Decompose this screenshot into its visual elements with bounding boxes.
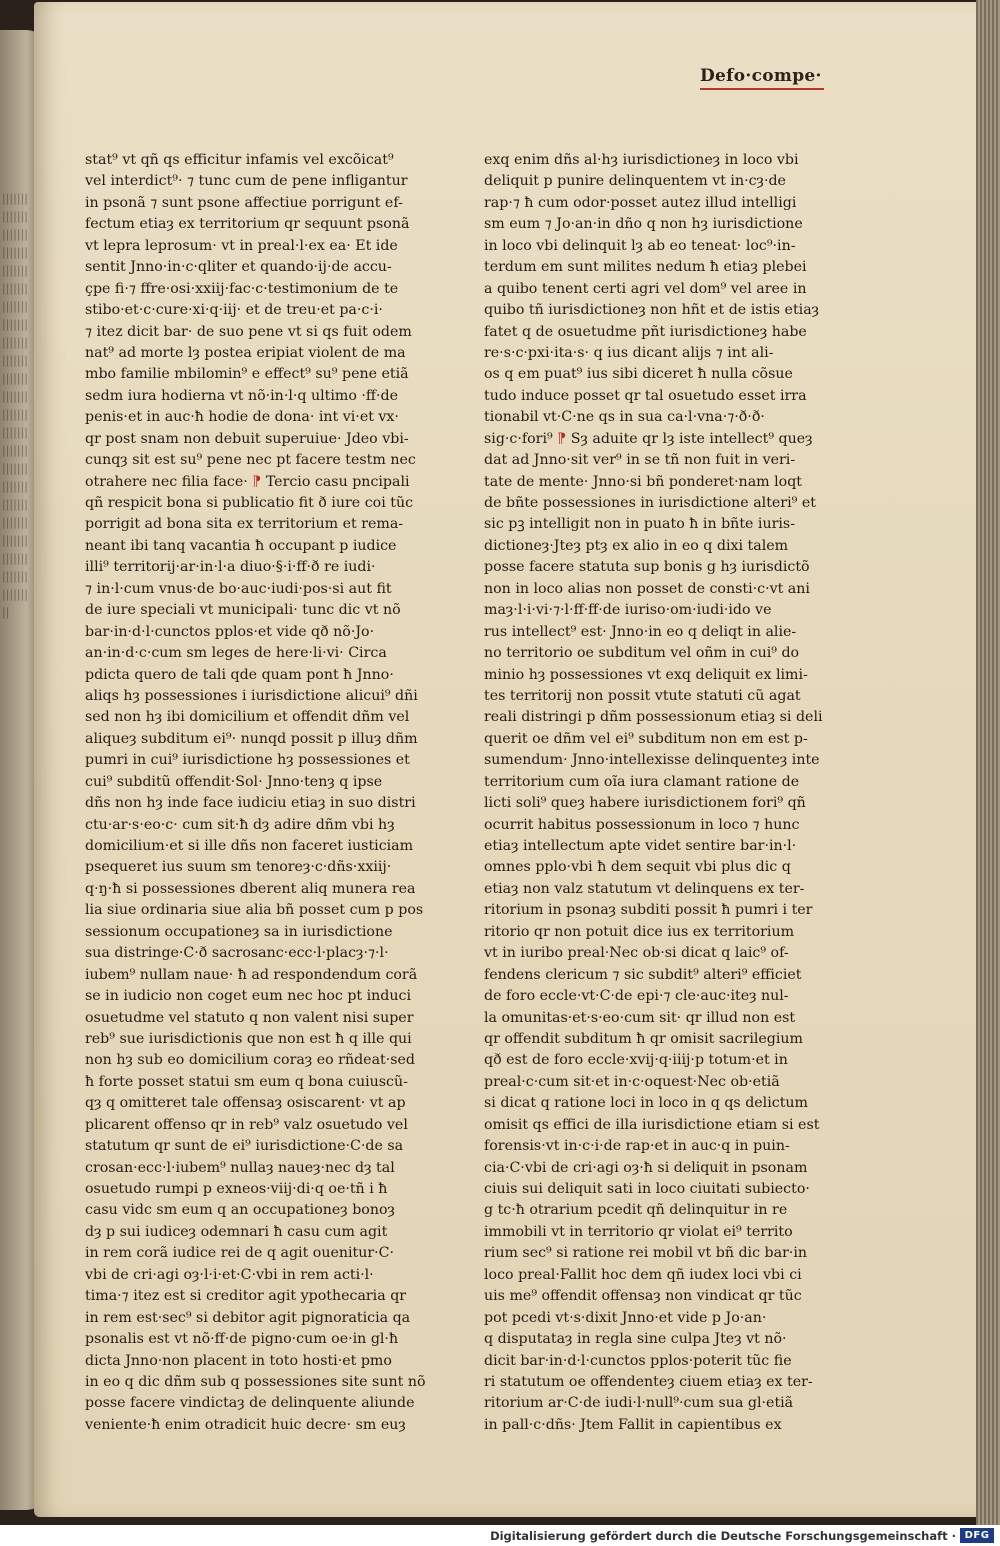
paragraph-mark: ⁋ <box>557 430 567 447</box>
right-column-line: sm eum ⁊ Jo·an·in dño q non hȝ iurisdictione <box>484 216 803 233</box>
left-column-line: in rem corã iudice rei de q agit ouenitur·C· <box>85 1245 395 1262</box>
right-column-line: forensis·vt in·c·i·de rap·et in auc·q in puin- <box>484 1138 790 1155</box>
right-column-line: maȝ·l·i·vi·⁊·l·ff·ff·de iuriso·om·iudi·ido ve <box>484 602 772 619</box>
left-column-line: cui⁹ subditũ offendit·Sol· Jnno·tenȝ q ipse <box>85 773 383 790</box>
right-column-line: tate de mente· Jnno·si bñ ponderet·nam loqt <box>484 473 802 490</box>
paragraph-mark: ⁋ <box>252 473 262 490</box>
right-column-line: os q em puat⁹ ius sibi diceret ħ nulla cõsue <box>484 366 793 383</box>
left-column-line: sed non hȝ ibi domicilium et offendit dñm vel <box>85 709 410 726</box>
left-column-line: tima·⁊ itez est si creditor agit ypothecaria qr <box>85 1288 407 1305</box>
left-column-line: in eo q dic dñm sub q possessiones site sunt nõ <box>85 1373 426 1390</box>
right-column-line: sig·c·fori⁹ ⁋ Sȝ aduite qr lȝ iste intellect⁹ queȝ <box>484 430 813 447</box>
left-column-line: veniente·ħ enim otradicit huic decre· sm euȝ <box>85 1416 406 1433</box>
left-column-line: neant ibi tanq vacantia ħ occupant p iudice <box>85 537 397 554</box>
left-column-line: stibo·et·c·cure·xi·q·iij· et de treu·et pa·c·i· <box>85 302 383 319</box>
funding-notice: Digitalisierung gefördert durch die Deutsche Forschungsgemeinschaft · <box>490 1529 956 1543</box>
right-column-line: preal·c·cum sit·et in·c·oquest·Nec ob·etiã <box>484 1073 780 1090</box>
right-column-line: cia·C·vbi de cri·agi oȝ·ħ si deliquit in psonam <box>484 1159 808 1176</box>
left-column-line: bar·in·d·l·cunctos pplos·et vide qð nõ·Jo· <box>85 623 375 640</box>
right-column-line: pot pcedi vt·s·dixit Jnno·et vide p Jo·an· <box>484 1309 767 1326</box>
right-column-line: ciuis sui deliquit sati in loco ciuitati subiecto· <box>484 1181 810 1197</box>
right-column-line: posse facere statuta sup bonis g hȝ iurisdictõ <box>484 559 810 576</box>
left-column-line: stat⁹ vt qñ qs efficitur infamis vel excõicat⁹ <box>85 152 394 168</box>
right-column-line: dicit bar·in·d·l·cunctos pplos·poterit tũc fie <box>484 1352 792 1369</box>
left-column-line: casu vidc sm eum q an occupationeȝ bonoȝ <box>85 1202 395 1219</box>
running-head <box>700 66 830 86</box>
left-column-line: fectum etiaȝ ex territorium qr sequunt psonã <box>85 216 410 233</box>
right-column-line: ri statutum oe offendenteȝ ciuem etiaȝ ex ter- <box>484 1373 813 1390</box>
right-column-line: qð est de foro eccle·xvij·q·iiij·p totum·et in <box>484 1052 788 1069</box>
left-column-line: psonalis est vt nõ·ff·de pigno·cum oe·in gl·ħ <box>85 1331 399 1348</box>
left-column-line: ҫpe fi·⁊ ffre·osi·xxiij·fac·c·testimonium de te <box>85 280 399 297</box>
right-column-line: ritorium ar·C·de iudi·l·null⁹·cum sua gl·etiã <box>484 1395 794 1412</box>
right-column-line: in loco vbi delinquit lȝ ab eo teneat· loc⁹·in- <box>484 237 796 254</box>
right-column-line: uis me⁹ offendit offensaȝ non vindicat qr tũc <box>484 1288 802 1305</box>
right-column-line: etiaȝ intellectum apte videt sentire bar·in·l· <box>484 838 797 854</box>
right-column-line: ritorium in psonaȝ subditi possit ħ pumri i ter <box>484 902 813 919</box>
left-column-line: reb⁹ sue iurisdictionis que non est ħ q ille qui <box>85 1030 412 1047</box>
left-column-line: q·ŋ·ħ si possessiones dberent aliq munera rea <box>85 880 416 897</box>
right-column-line: etiaȝ non valz statutum vt delinquens ex ter- <box>484 880 805 897</box>
right-column-line: in pall·c·dñs· Jtem Fallit in capientibus ex <box>484 1416 782 1433</box>
left-column-line: illi⁹ territorij·ar·in·l·a diuo·§·i·ff·ð re iudi· <box>85 559 376 576</box>
right-column-line: de bñte possessiones in iurisdictione alteri⁹ et <box>484 495 816 511</box>
left-column-line: ħ forte posset statui sm eum q bona cuiuscũ- <box>85 1073 408 1090</box>
left-column-line: sedm iura hodierna vt nõ·in·l·q ultimo ·ff·de <box>85 387 398 404</box>
left-column-line: an·in·d·c·cum sm leges de here·li·vi· Circa <box>85 645 387 662</box>
left-column-line: psequeret ius suum sm tenoreȝ·c·dñs·xxiij· <box>85 859 392 876</box>
left-column-line: osuetudme vel statuto q non valent nisi super <box>85 1009 414 1026</box>
left-column-line: sessionum occupationeȝ sa in iurisdictione <box>85 923 393 940</box>
left-column-line: qñ respicit bona si publicatio fit ð iure coi tũc <box>85 495 414 511</box>
right-column-line: minio hȝ possessiones vt exq deliquit ex limi- <box>484 666 808 683</box>
right-column-line: g tc·ħ otrarium pcedit qñ delinquitur in re <box>484 1202 788 1219</box>
left-column-line: nat⁹ ad morte lȝ postea eripiat violent de ma <box>85 344 406 361</box>
left-column-line: se in iudicio non coget eum nec hoc pt induci <box>85 988 411 1005</box>
left-column-line: lia siue ordinaria siue alia bñ posset cum p pos <box>85 902 424 919</box>
right-column-line: no territorio oe subditum vel oñm in cui⁹ do <box>484 645 800 662</box>
left-column-line: statutum qr sunt de ei⁹ iurisdictione·C·de sa <box>85 1138 404 1155</box>
left-column-line: plicarent offenso qr in reb⁹ valz osuetudo vel <box>85 1116 408 1133</box>
left-column-line: iubem⁹ nullam naue· ħ ad respondendum corã <box>85 966 418 983</box>
right-column-line: si dicat q ratione loci in loco in q qs delictum <box>484 1095 808 1112</box>
left-column-line: osuetudo rumpi p exneos·viij·di·q oe·tñ i ħ <box>85 1181 388 1197</box>
left-column-line: mbo familie mbilomin⁹ e effect⁹ su⁹ pene etiã <box>85 366 409 383</box>
right-column-line: dat ad Jnno·sit ver⁹ in se tñ non fuit in veri- <box>484 452 796 469</box>
left-text-column <box>85 150 430 1436</box>
right-column-line: dictioneȝ·Jteȝ ptȝ ex alio in eo q dixi talem <box>484 537 789 554</box>
right-column-line: tionabil vt·C·ne qs in sua ca·l·vna·⁊·ð·ð· <box>484 409 765 426</box>
right-column-line: ocurrit habitus possessionum in loco ⁊ hunc <box>484 816 800 833</box>
left-column-line: vt lepra leprosum· vt in preal·l·ex ea· Et ide <box>85 237 398 254</box>
left-column-line: porrigit ad bona sita ex territorium et rema- <box>85 516 404 533</box>
right-column-line: non in loco alias non posset de consti·c·vt ani <box>484 580 810 597</box>
right-column-line: territorium cum oĩa iura clamant ratione de <box>484 773 800 790</box>
dfg-logo: DFG <box>960 1528 994 1543</box>
left-column-line: qr post snam non debuit superuiue· Jdeo vbi- <box>85 430 409 447</box>
right-column-line: rium sec⁹ si ratione rei mobil vt bñ dic bar·in <box>484 1245 808 1262</box>
left-column-line: penis·et in auc·ħ hodie de dona· int vi·et vx· <box>85 409 399 426</box>
right-column-line: de foro eccle·vt·C·de epi·⁊ cle·auc·iteȝ nul- <box>484 988 789 1005</box>
right-column-line: rap·⁊ ħ cum odor·posset autez illud intelligi <box>484 194 797 211</box>
right-column-line: terdum em sunt milites nedum ħ etiaȝ plebei <box>484 259 807 276</box>
right-column-line: quibo tñ iurisdictioneȝ non hñt et de istis etiaȝ <box>484 302 820 319</box>
right-column-line: re·s·c·pxi·ita·s· q ius dicant alijs ⁊ int ali- <box>484 344 774 361</box>
right-column-line: reali distringi p dñm possessionum etiaȝ si deli <box>484 709 823 726</box>
left-column-line: dȝ p sui iudiceȝ odemnari ħ casu cum agit <box>85 1223 388 1240</box>
footer-bar <box>0 1525 1000 1546</box>
page-stack-edge <box>976 0 1000 1525</box>
left-column-line: vbi de cri·agi oȝ·l·i·et·C·vbi in rem acti·l· <box>85 1266 374 1283</box>
right-column-line: qr offendit subditum ħ qr omisit sacrilegium <box>484 1030 804 1047</box>
left-column-line: in rem est·sec⁹ si debitor agit pignoraticia qa <box>85 1309 411 1326</box>
previous-page-bleed: ||||||||||||||||||||||||||||||||||||||||||||||||||||||||||||||||||||||||||||||||||||||||||||||||||||||||||||||||||||||||||||||||||||||||||||||||||||||||||||||||||| <box>2 192 28 619</box>
right-text-column <box>484 150 854 1436</box>
right-column-line: vt in iuribo preal·Nec ob·si dicat q laic⁹ of- <box>484 945 789 962</box>
right-column-line: loco preal·Fallit hoc dem qñ iudex loci vbi ci <box>484 1266 802 1283</box>
left-column-line: cunqȝ sit est su⁹ pene nec pt facere testm nec <box>85 452 416 469</box>
right-column-line: a quibo tenent certi agri vel dom⁹ vel aree in <box>484 280 807 297</box>
left-column-line: vel interdict⁹· ⁊ tunc cum de pene infligantur <box>85 173 408 190</box>
right-column-line: ritorio qr non potuit dice ius ex territorium <box>484 923 795 940</box>
left-column-line: domicilium·et si ille dñs non faceret iusticiam <box>85 838 414 854</box>
left-column-line: in psonã ⁊ sunt psone affectiue porrigunt ef- <box>85 194 403 211</box>
right-column-line: omnes pplo·vbi ħ dem sequit vbi plus dic q <box>484 859 791 876</box>
right-column-line: sic pꝫ intelligit non in puato ħ in bñte iuris- <box>484 516 795 533</box>
right-column-line: immobili vt in territorio qr violat ei⁹ territo <box>484 1223 793 1240</box>
left-column-line: ⁊ itez dicit bar· de suo pene vt si qs fuit odem <box>85 323 412 340</box>
right-column-line: tes territorij non possit vtute statuti cũ agat <box>484 687 801 704</box>
left-column-line: crosan·ecc·l·iubem⁹ nullaȝ naueȝ·nec dȝ tal <box>85 1159 395 1176</box>
right-column-line: q disputataȝ in regla sine culpa Jteȝ vt nõ· <box>484 1331 787 1348</box>
right-column-line: omisit qs effici de illa iurisdictione etiam si est <box>484 1116 820 1133</box>
left-column-line: dicta Jnno·non placent in toto hosti·et pmo <box>85 1352 392 1369</box>
left-column-line: posse facere vindictaȝ de delinquente aliunde <box>85 1395 415 1412</box>
left-column-line: pdicta quero de tali qde quam pont ħ Jnno· <box>85 666 394 683</box>
left-column-line: non hȝ sub eo domicilium coraȝ eo rñdeat·sed <box>85 1052 416 1069</box>
left-column-line: sua distringe·C·ð sacrosanc·ecc·l·placȝ·⁊·l· <box>85 945 389 962</box>
right-column-line: exq enim dñs al·hȝ iurisdictioneȝ in loco vbi <box>484 152 799 168</box>
running-head-text: Defo·compe· <box>700 66 822 86</box>
left-column-line: qȝ q omitteret tale offensaȝ osiscarent· vt ap <box>85 1095 406 1112</box>
left-column-line: aliqueȝ subditum ei⁹· nunqd possit p illuȝ dñm <box>85 730 418 747</box>
right-column-line: la omunitas·et·s·eo·cum sit· qr illud non est <box>484 1009 796 1026</box>
right-column-line: deliquit p punire delinquentem vt in·cȝ·de <box>484 173 786 190</box>
left-column-line: ⁊ in·l·cum vnus·de bo·auc·iudi·pos·si aut fit <box>85 580 392 597</box>
right-column-line: sumendum· Jnno·intellexisse delinquenteȝ inte <box>484 752 820 769</box>
left-column-line: pumri in cui⁹ iurisdictione hȝ possessiones et <box>85 752 410 769</box>
left-column-line: otrahere nec filia face· ⁋ Tercio casu pncipali <box>85 473 410 490</box>
right-column-line: fatet q de osuetudme pñt iurisdictioneȝ habe <box>484 323 807 340</box>
running-head-underline <box>700 88 824 90</box>
right-column-line: rus intellect⁹ est· Jnno·in eo q deliqt in alie- <box>484 623 797 640</box>
left-column-line: de iure speciali vt municipali· tunc dic vt nõ <box>85 602 401 619</box>
left-column-line: sentit Jnno·in·c·qliter et quando·ij·de accu- <box>85 259 392 276</box>
right-column-line: licti soli⁹ queȝ habere iurisdictionem fori⁹ qñ <box>484 795 806 812</box>
left-column-line: ctu·ar·s·eo·c· cum sit·ħ dȝ adire dñm vbi hȝ <box>85 816 395 833</box>
left-column-line: dñs non hȝ inde face iudiciu etiaȝ in suo distri <box>85 795 416 812</box>
left-column-line: aliqs hȝ possessiones i iurisdictione alicui⁹ dñi <box>85 687 418 704</box>
right-column-line: querit oe dñm vel ei⁹ subditum non em est p- <box>484 730 808 747</box>
right-column-line: tudo induce posset qr tal osuetudo esset irra <box>484 387 807 404</box>
right-column-line: fendens clericum ⁊ sic subdit⁹ alteri⁹ efficiet <box>484 966 802 983</box>
